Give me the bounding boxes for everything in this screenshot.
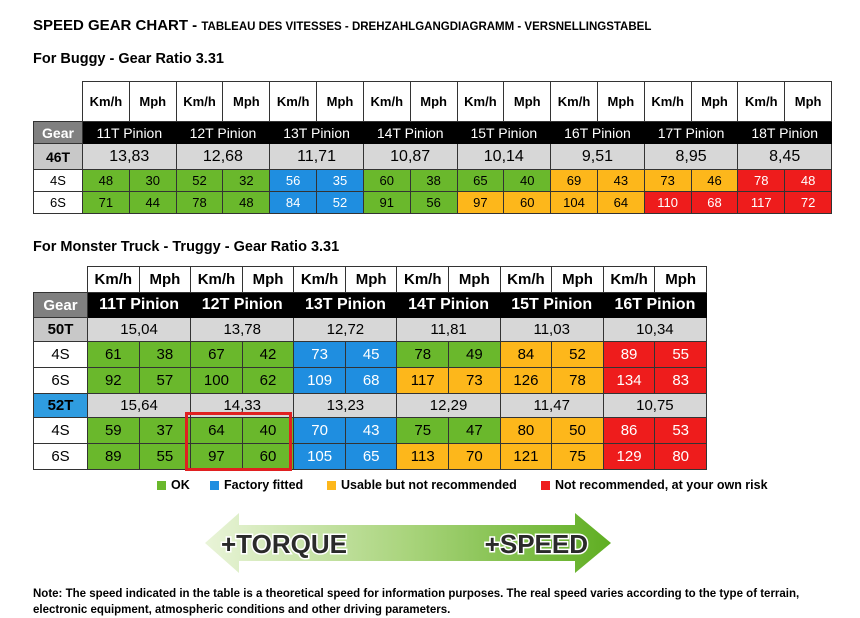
- monster-units-row: [34, 267, 707, 293]
- monster-section-title: For Monster Truck - Truggy - Gear Ratio 3.31: [33, 239, 340, 255]
- buggy-speed-cell: 40: [504, 170, 551, 192]
- buggy-speed-cell: 78: [176, 192, 223, 214]
- monster-speed-cell: 73: [449, 368, 501, 394]
- monster-speed-cell: 55: [655, 342, 707, 368]
- buggy-section-title: For Buggy - Gear Ratio 3.31: [33, 51, 224, 67]
- legend-label-notrec: Not recommended, at your own risk: [555, 478, 768, 492]
- monster-ratio-row: [34, 318, 707, 342]
- legend-swatch-ok: [157, 481, 166, 490]
- monster-gear-ratio: 12,29: [397, 394, 500, 418]
- buggy-speed-cell: 68: [691, 192, 738, 214]
- monster-speed-cell: 59: [88, 418, 140, 444]
- legend-item-notrec: [541, 478, 768, 492]
- buggy-speed-row: [34, 192, 832, 214]
- monster-speed-cell: 64: [191, 418, 243, 444]
- legend-item-factory: [210, 478, 303, 492]
- monster-gear-ratio: 10,34: [603, 318, 706, 342]
- legend-label-ok: OK: [171, 478, 190, 492]
- monster-pinion-header: 11T Pinion: [88, 293, 191, 318]
- monster-speed-cell: 92: [88, 368, 140, 394]
- monster-ratio-row: [34, 394, 707, 418]
- monster-speed-cell: 109: [294, 368, 346, 394]
- buggy-speed-cell: 46: [691, 170, 738, 192]
- monster-speed-cell: 73: [294, 342, 346, 368]
- monster-speed-row: [34, 368, 707, 394]
- monster-pinion-header: 16T Pinion: [603, 293, 706, 318]
- buggy-speed-cell: 72: [785, 192, 832, 214]
- buggy-speed-cell: 64: [597, 192, 644, 214]
- monster-unit-header: Mph: [242, 267, 294, 293]
- monster-speed-row: [34, 342, 707, 368]
- monster-speed-cell: 38: [139, 342, 191, 368]
- monster-gear-ratio: 12,72: [294, 318, 397, 342]
- monster-gear-ratio: 11,81: [397, 318, 500, 342]
- monster-speed-cell: 70: [294, 418, 346, 444]
- monster-pinion-row: [34, 293, 707, 318]
- monster-speed-cell: 52: [552, 342, 604, 368]
- buggy-unit-header: Mph: [410, 82, 457, 122]
- monster-unit-header: Km/h: [603, 267, 655, 293]
- buggy-speed-cell: 43: [597, 170, 644, 192]
- monster-speed-cell: 68: [345, 368, 397, 394]
- monster-battery-label: 4S: [34, 342, 88, 368]
- monster-unit-header: Km/h: [191, 267, 243, 293]
- monster-speed-cell: 100: [191, 368, 243, 394]
- buggy-spur-label: 46T: [34, 144, 83, 170]
- legend-swatch-factory: [210, 481, 219, 490]
- monster-speed-cell: 55: [139, 444, 191, 470]
- page-title-subtitle: TABLEAU DES VITESSES - DREHZAHLGANGDIAGRAMM - VERSNELLINGSTABEL: [201, 21, 652, 33]
- monster-speed-cell: 61: [88, 342, 140, 368]
- legend-swatch-notrec: [541, 481, 550, 490]
- buggy-ratio-row: [34, 144, 832, 170]
- monster-gear-ratio: 11,03: [500, 318, 603, 342]
- buggy-speed-cell: 117: [738, 192, 785, 214]
- monster-gear-ratio: 10,75: [603, 394, 706, 418]
- buggy-gear-ratio: 9,51: [551, 144, 645, 170]
- legend-item-usable: [327, 478, 517, 492]
- buggy-units-row: [34, 82, 832, 122]
- buggy-unit-header: Km/h: [644, 82, 691, 122]
- monster-unit-header: Mph: [139, 267, 191, 293]
- monster-speed-cell: 113: [397, 444, 449, 470]
- monster-corner-blank: [34, 267, 88, 293]
- buggy-speed-cell: 78: [738, 170, 785, 192]
- buggy-pinion-header: 18T Pinion: [738, 122, 832, 144]
- buggy-gear-table: [33, 81, 832, 214]
- buggy-speed-cell: 38: [410, 170, 457, 192]
- monster-gear-ratio: 14,33: [191, 394, 294, 418]
- disclaimer-note: Note: The speed indicated in the table is a theoretical speed for information purposes. The real speed varies according to the type of terrain, electronic equipment, atmospheric conditions and other driving parameters.: [33, 588, 800, 616]
- monster-gear-ratio: 15,04: [88, 318, 191, 342]
- buggy-battery-label: 4S: [34, 170, 83, 192]
- monster-pinion-header: 12T Pinion: [191, 293, 294, 318]
- buggy-pinion-header: 17T Pinion: [644, 122, 738, 144]
- monster-gear-header: Gear: [34, 293, 88, 318]
- torque-speed-arrow: [205, 513, 615, 577]
- arrow-speed-label: +SPEED: [484, 529, 588, 559]
- buggy-battery-label: 6S: [34, 192, 83, 214]
- monster-pinion-header: 13T Pinion: [294, 293, 397, 318]
- monster-speed-cell: 47: [449, 418, 501, 444]
- monster-speed-cell: 45: [345, 342, 397, 368]
- monster-unit-header: Km/h: [88, 267, 140, 293]
- monster-speed-row: [34, 418, 707, 444]
- monster-speed-cell: 42: [242, 342, 294, 368]
- buggy-speed-cell: 91: [363, 192, 410, 214]
- buggy-gear-header: Gear: [34, 122, 83, 144]
- monster-speed-cell: 83: [655, 368, 707, 394]
- page-title: [33, 17, 651, 34]
- legend-item-ok: [157, 478, 190, 492]
- monster-gear-table: [33, 266, 707, 470]
- monster-speed-cell: 84: [500, 342, 552, 368]
- monster-battery-label: 4S: [34, 418, 88, 444]
- buggy-unit-header: Mph: [129, 82, 176, 122]
- buggy-speed-cell: 35: [317, 170, 364, 192]
- monster-speed-cell: 80: [500, 418, 552, 444]
- buggy-unit-header: Mph: [597, 82, 644, 122]
- monster-speed-cell: 62: [242, 368, 294, 394]
- monster-pinion-header: 14T Pinion: [397, 293, 500, 318]
- monster-unit-header: Km/h: [500, 267, 552, 293]
- monster-gear-ratio: 13,23: [294, 394, 397, 418]
- legend-label-usable: Usable but not recommended: [341, 478, 517, 492]
- buggy-gear-ratio: 8,95: [644, 144, 738, 170]
- buggy-speed-cell: 69: [551, 170, 598, 192]
- buggy-speed-cell: 97: [457, 192, 504, 214]
- buggy-pinion-header: 13T Pinion: [270, 122, 364, 144]
- monster-unit-header: Mph: [345, 267, 397, 293]
- monster-gear-ratio: 11,47: [500, 394, 603, 418]
- monster-gear-ratio: 15,64: [88, 394, 191, 418]
- buggy-unit-header: Mph: [223, 82, 270, 122]
- buggy-unit-header: Mph: [785, 82, 832, 122]
- buggy-speed-cell: 84: [270, 192, 317, 214]
- buggy-speed-cell: 48: [223, 192, 270, 214]
- buggy-pinion-header: 16T Pinion: [551, 122, 645, 144]
- buggy-speed-cell: 48: [83, 170, 130, 192]
- buggy-unit-header: Km/h: [738, 82, 785, 122]
- monster-speed-cell: 129: [603, 444, 655, 470]
- buggy-gear-ratio: 10,14: [457, 144, 551, 170]
- monster-speed-cell: 80: [655, 444, 707, 470]
- monster-unit-header: Km/h: [294, 267, 346, 293]
- monster-speed-cell: 43: [345, 418, 397, 444]
- buggy-pinion-header: 12T Pinion: [176, 122, 270, 144]
- monster-speed-cell: 60: [242, 444, 294, 470]
- monster-speed-row: [34, 444, 707, 470]
- buggy-speed-row: [34, 170, 832, 192]
- page-title-main: SPEED GEAR CHART -: [33, 17, 202, 34]
- monster-speed-cell: 49: [449, 342, 501, 368]
- monster-speed-cell: 70: [449, 444, 501, 470]
- monster-speed-cell: 57: [139, 368, 191, 394]
- buggy-speed-cell: 44: [129, 192, 176, 214]
- buggy-speed-cell: 32: [223, 170, 270, 192]
- arrow-torque-label: +TORQUE: [221, 529, 347, 559]
- monster-speed-cell: 67: [191, 342, 243, 368]
- monster-speed-cell: 117: [397, 368, 449, 394]
- buggy-speed-cell: 52: [176, 170, 223, 192]
- buggy-unit-header: Km/h: [83, 82, 130, 122]
- monster-pinion-header: 15T Pinion: [500, 293, 603, 318]
- buggy-gear-ratio: 10,87: [363, 144, 457, 170]
- legend-label-factory: Factory fitted: [224, 478, 304, 492]
- monster-speed-cell: 40: [242, 418, 294, 444]
- monster-speed-cell: 134: [603, 368, 655, 394]
- monster-spur-label: 52T: [34, 394, 88, 418]
- monster-speed-cell: 86: [603, 418, 655, 444]
- buggy-unit-header: Km/h: [176, 82, 223, 122]
- monster-unit-header: Mph: [655, 267, 707, 293]
- buggy-speed-cell: 110: [644, 192, 691, 214]
- buggy-gear-ratio: 8,45: [738, 144, 832, 170]
- monster-speed-cell: 65: [345, 444, 397, 470]
- buggy-speed-cell: 73: [644, 170, 691, 192]
- buggy-speed-cell: 65: [457, 170, 504, 192]
- buggy-pinion-header: 11T Pinion: [83, 122, 177, 144]
- buggy-gear-ratio: 12,68: [176, 144, 270, 170]
- monster-speed-cell: 37: [139, 418, 191, 444]
- buggy-corner-blank: [34, 82, 83, 122]
- monster-speed-cell: 126: [500, 368, 552, 394]
- monster-battery-label: 6S: [34, 444, 88, 470]
- buggy-unit-header: Mph: [504, 82, 551, 122]
- buggy-unit-header: Km/h: [551, 82, 598, 122]
- buggy-unit-header: Km/h: [363, 82, 410, 122]
- buggy-speed-cell: 52: [317, 192, 364, 214]
- buggy-speed-cell: 60: [363, 170, 410, 192]
- buggy-speed-cell: 104: [551, 192, 598, 214]
- monster-speed-cell: 97: [191, 444, 243, 470]
- buggy-unit-header: Mph: [317, 82, 364, 122]
- buggy-speed-cell: 56: [270, 170, 317, 192]
- monster-speed-cell: 105: [294, 444, 346, 470]
- buggy-speed-cell: 60: [504, 192, 551, 214]
- monster-speed-cell: 78: [397, 342, 449, 368]
- monster-speed-cell: 121: [500, 444, 552, 470]
- monster-speed-cell: 53: [655, 418, 707, 444]
- buggy-gear-ratio: 13,83: [83, 144, 177, 170]
- buggy-unit-header: Mph: [691, 82, 738, 122]
- legend-swatch-usable: [327, 481, 336, 490]
- monster-unit-header: Mph: [552, 267, 604, 293]
- monster-speed-cell: 89: [88, 444, 140, 470]
- buggy-speed-cell: 56: [410, 192, 457, 214]
- buggy-pinion-header: 15T Pinion: [457, 122, 551, 144]
- monster-unit-header: Mph: [449, 267, 501, 293]
- monster-speed-cell: 75: [552, 444, 604, 470]
- buggy-gear-ratio: 11,71: [270, 144, 364, 170]
- monster-unit-header: Km/h: [397, 267, 449, 293]
- buggy-speed-cell: 30: [129, 170, 176, 192]
- monster-gear-ratio: 13,78: [191, 318, 294, 342]
- monster-battery-label: 6S: [34, 368, 88, 394]
- buggy-speed-cell: 71: [83, 192, 130, 214]
- buggy-pinion-row: [34, 122, 832, 144]
- monster-spur-label: 50T: [34, 318, 88, 342]
- monster-speed-cell: 50: [552, 418, 604, 444]
- buggy-unit-header: Km/h: [457, 82, 504, 122]
- buggy-unit-header: Km/h: [270, 82, 317, 122]
- monster-speed-cell: 89: [603, 342, 655, 368]
- buggy-speed-cell: 48: [785, 170, 832, 192]
- monster-speed-cell: 78: [552, 368, 604, 394]
- monster-speed-cell: 75: [397, 418, 449, 444]
- buggy-pinion-header: 14T Pinion: [363, 122, 457, 144]
